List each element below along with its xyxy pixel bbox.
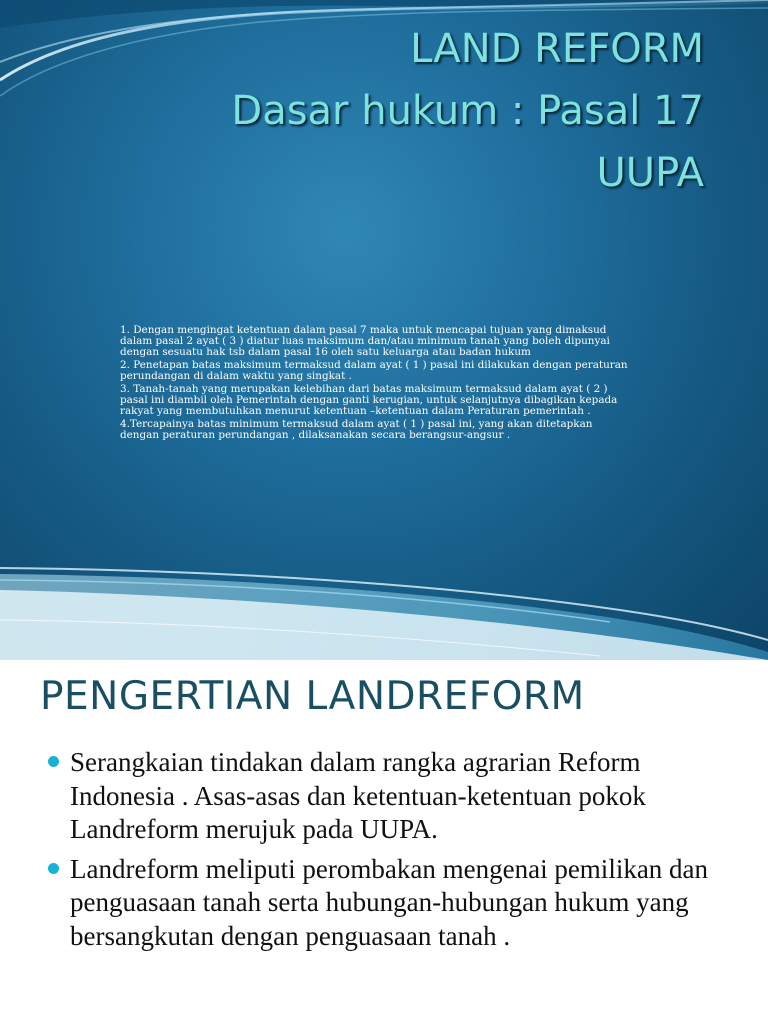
bullet-dot-icon <box>48 756 59 767</box>
article-item-2: 2. Penetapan batas maksimum termaksud dalam ayat ( 1 ) pasal ini dilakukan dengan peraturan perundangan di dalam waktu yang singkat . <box>120 359 628 382</box>
pengertian-list <box>48 746 728 959</box>
article-item-4: 4.Tercapainya batas minimum termaksud dalam ayat ( 1 ) pasal ini, yang akan ditetapkan dengan peraturan perundangan , dilaksanakan secara berangsur-angsur . <box>120 418 593 441</box>
list-item-text: Landreform meliputi perombakan mengenai pemilikan dan penguasaan tanah serta hubungan-hubungan hukum yang bersangkutan dengan penguasaan tanah . <box>70 853 709 951</box>
bullet-dot-icon <box>48 863 59 874</box>
article-item-1: 1. Dengan mengingat ketentuan dalam pasal 7 maka untuk mencapai tujuan yang dimaksud dalam pasal 2 ayat ( 3 ) diatur luas maksimum dan/atau minimum tanah yang boleh dipunyai dengan sesuatu hak tsb dalam pasal 16 oleh satu keluarga atau badan hukum <box>120 324 610 358</box>
pengertian-heading: PENGERTIAN LANDREFORM <box>40 674 585 719</box>
article-17-text <box>120 325 660 443</box>
title-line-1: LAND REFORM <box>410 26 704 72</box>
title-line-3: UUPA <box>596 150 704 196</box>
article-item-3: 3. Tanah-tanah yang merupakan kelebihan dari batas maksimum termaksud dalam ayat ( 2 ) pasal ini diambil oleh Pemerintah dengan ganti kerugian, untuk selanjutnya dibagikan kepada rakyat yang membutuhkan menurut ketentuan –ketentuan dalam Peraturan pemerintah . <box>120 383 618 417</box>
list-item-text: Serangkaian tindakan dalam rangka agrarian Reform Indonesia . Asas-asas dan ketentuan-ketentuan pokok Landreform merujuk pada UUPA. <box>70 747 646 844</box>
list-item <box>48 746 728 847</box>
title-line-2: Dasar hukum : Pasal 17 <box>231 88 704 134</box>
list-item <box>48 853 728 954</box>
slide-pengertian <box>0 660 768 1024</box>
slide-title <box>231 18 704 204</box>
decorative-swoosh-bottom <box>0 560 768 660</box>
